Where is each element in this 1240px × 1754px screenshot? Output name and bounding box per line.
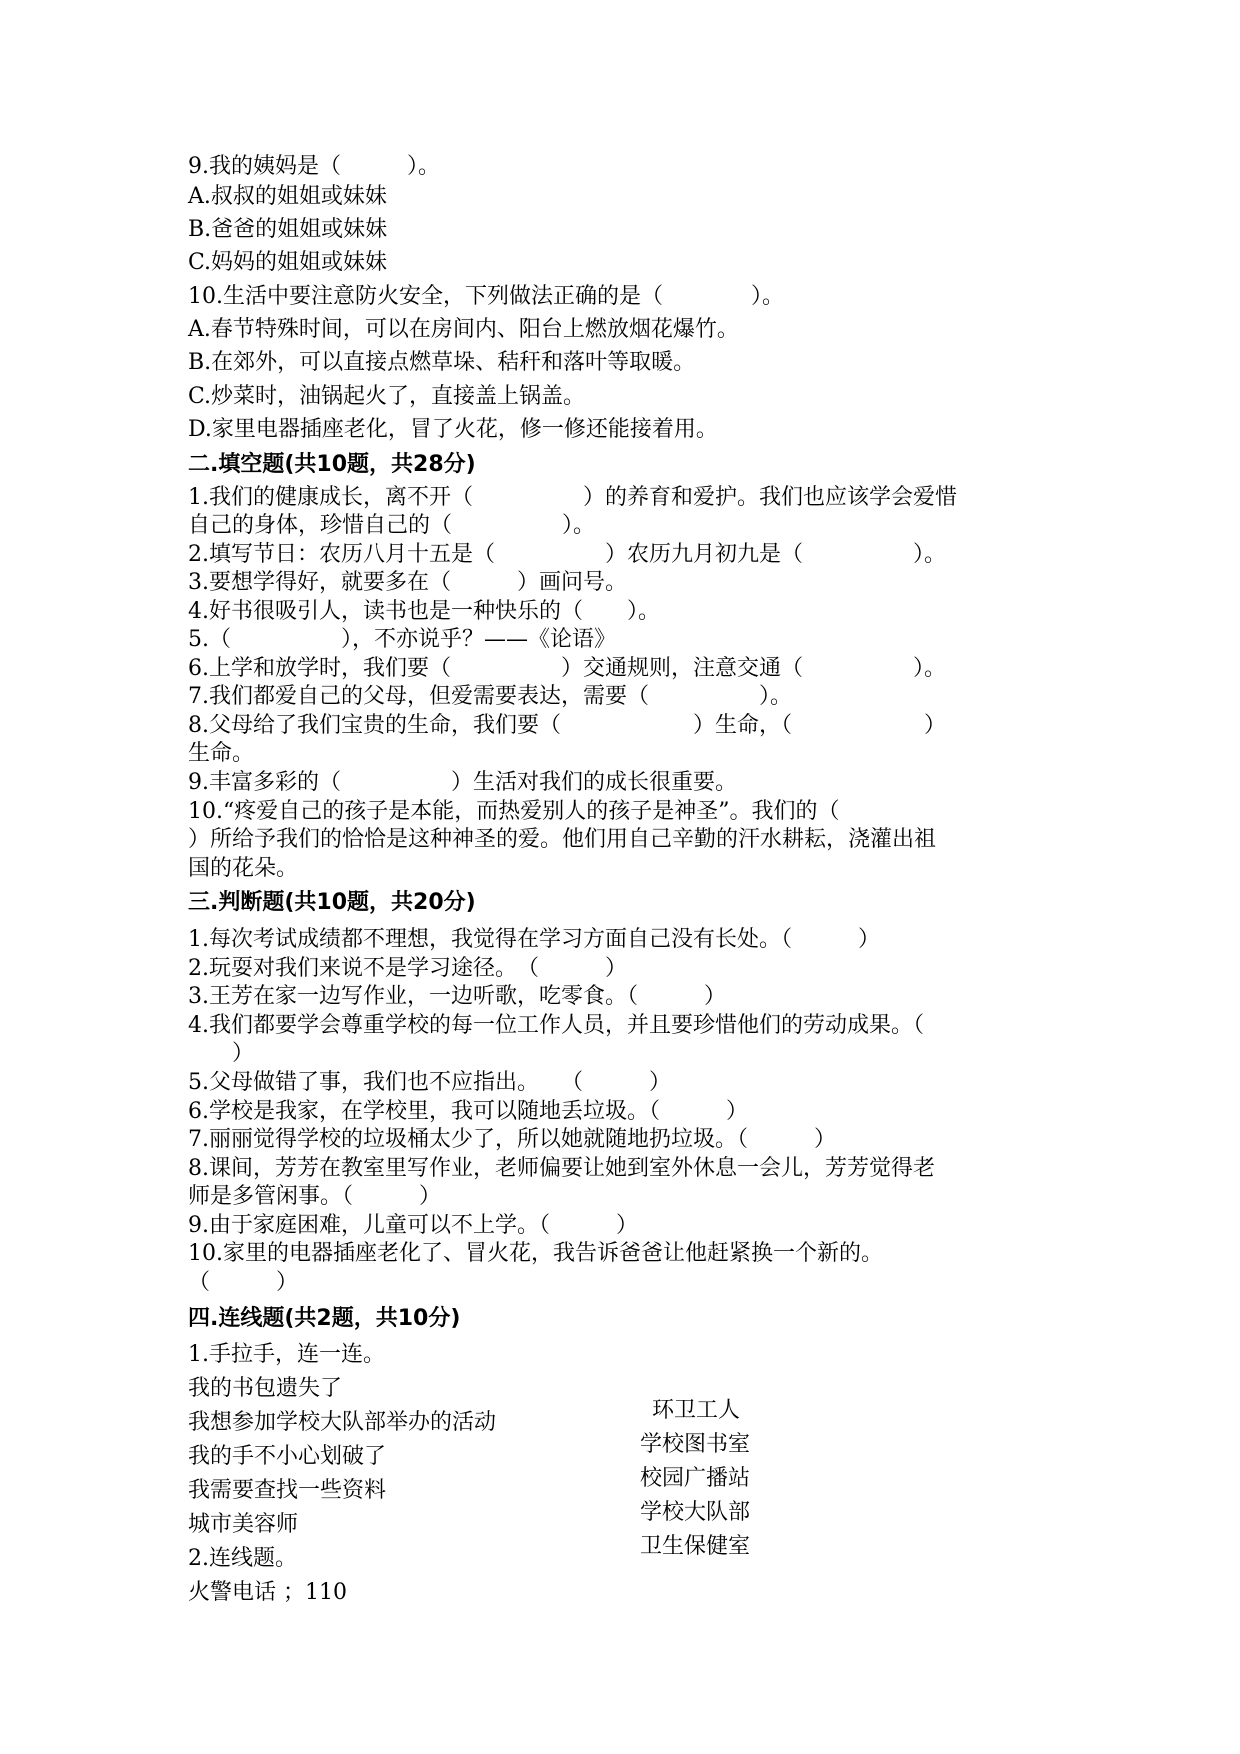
fill-item-10: 10.“疼爱自己的孩子是本能，而热爱别人的孩子是神圣”。我们的（ xyxy=(188,799,840,824)
fill-item-9: 9.丰富多彩的（ ）生活对我们的成长很重要。 xyxy=(188,770,737,795)
judge-item-3: 3.王芳在家一边写作业，一边听歌，吃零食。（ ） xyxy=(188,984,726,1009)
match-left-item: 城市美容师 xyxy=(188,1512,299,1537)
match-question-2-first-row: 火警电话 ；110 xyxy=(188,1580,347,1605)
question-10-option-a: A.春节特殊时间，可以在房间内、阳台上燃放烟花爆竹。 xyxy=(188,317,739,342)
section-heading-fill: 二.填空题(共10题，共28分) xyxy=(188,452,476,477)
judge-item-6: 6.学校是我家，在学校里，我可以随地丢垃圾。（ ） xyxy=(188,1099,748,1124)
fill-item-5: 5.（ ），不亦说乎？——《论语》 xyxy=(188,627,616,652)
match-question-1: 1.手拉手，连一连。 xyxy=(188,1342,385,1367)
match-left-item: 我想参加学校大队部举办的活动 xyxy=(188,1410,497,1435)
fill-item-1: 1.我们的健康成长，离不开（ ）的养育和爱护。我们也应该学会爱惜 xyxy=(188,485,957,510)
judge-item-9: 9.由于家庭困难，儿童可以不上学。（ ） xyxy=(188,1213,638,1238)
judge-item-1: 1.每次考试成绩都不理想，我觉得在学习方面自己没有长处。（ ） xyxy=(188,927,880,952)
section-heading-match: 四.连线题(共2题，共10分) xyxy=(188,1306,461,1331)
fill-item-3: 3.要想学得好，就要多在（ ）画问号。 xyxy=(188,570,627,595)
judge-item-8-cont: 师是多管闲事。（ ） xyxy=(188,1184,442,1209)
fill-item-7: 7.我们都爱自己的父母，但爱需要表达，需要（ ）。 xyxy=(188,684,792,709)
judge-item-10-cont: （ ） xyxy=(188,1270,299,1295)
judge-item-7: 7.丽丽觉得学校的垃圾桶太少了，所以她就随地扔垃圾。（ ） xyxy=(188,1127,836,1152)
judge-item-2: 2.玩耍对我们来说不是学习途径。 （ ） xyxy=(188,956,627,981)
judge-item-5: 5.父母做错了事，我们也不应指出。 （ ） xyxy=(188,1070,671,1095)
match-right-item: 校园广播站 xyxy=(640,1466,751,1491)
judge-item-10: 10.家里的电器插座老化了、冒火花，我告诉爸爸让他赶紧换一个新的。 xyxy=(188,1241,883,1266)
question-10-option-c: C.炒菜时，油锅起火了，直接盖上锅盖。 xyxy=(188,384,586,409)
fill-item-10-cont: ）所给予我们的恰恰是这种神圣的爱。他们用自己辛勤的汗水耕耘，浇灌出祖 xyxy=(188,827,937,852)
question-9-option-b: B.爸爸的姐姐或妹妹 xyxy=(188,217,388,242)
match-left-item: 我的手不小心划破了 xyxy=(188,1444,387,1469)
fill-item-2: 2.填写节日：农历八月十五是（ ）农历九月初九是（ ）。 xyxy=(188,542,946,567)
match-right-item: 环卫工人 xyxy=(652,1398,741,1423)
match-question-2: 2.连线题。 xyxy=(188,1546,297,1571)
judge-item-8: 8.课间，芳芳在教室里写作业，老师偏要让她到室外休息一会儿，芳芳觉得老 xyxy=(188,1156,935,1181)
question-9-option-c: C.妈妈的姐姐或妹妹 xyxy=(188,250,388,275)
fill-item-1-cont: 自己的身体，珍惜自己的（ ）。 xyxy=(188,513,596,538)
match-left-item: 我需要查找一些资料 xyxy=(188,1478,387,1503)
question-10-stem: 10.生活中要注意防火安全，下列做法正确的是（ ）。 xyxy=(188,284,784,309)
section-heading-judge: 三.判断题(共10题，共20分) xyxy=(188,890,476,915)
fill-item-4: 4.好书很吸引人，读书也是一种快乐的（ ）。 xyxy=(188,599,660,624)
judge-item-4: 4.我们都要学会尊重学校的每一位工作人员，并且要珍惜他们的劳动成果。（ xyxy=(188,1013,924,1038)
fill-item-8: 8.父母给了我们宝贵的生命，我们要（ ）生命，（ ） xyxy=(188,713,946,738)
fill-item-8-cont: 生命。 xyxy=(188,741,255,766)
match-right-item: 卫生保健室 xyxy=(640,1534,751,1559)
question-9-option-a: A.叔叔的姐姐或妹妹 xyxy=(188,184,387,209)
judge-item-4-cont: ） xyxy=(188,1041,255,1066)
fill-item-10-cont2: 国的花朵。 xyxy=(188,856,299,881)
match-right-item: 学校图书室 xyxy=(640,1432,751,1457)
question-9-stem: 9.我的姨妈是（ ）。 xyxy=(188,154,440,179)
fill-item-6: 6.上学和放学时，我们要（ ）交通规则，注意交通（ ）。 xyxy=(188,656,946,681)
question-10-option-d: D.家里电器插座老化，冒了火花，修一修还能接着用。 xyxy=(188,417,718,442)
match-left-item: 我的书包遗失了 xyxy=(188,1376,343,1401)
question-10-option-b: B.在郊外，可以直接点燃草垛、秸秆和落叶等取暖。 xyxy=(188,350,696,375)
match-right-item: 学校大队部 xyxy=(640,1500,751,1525)
